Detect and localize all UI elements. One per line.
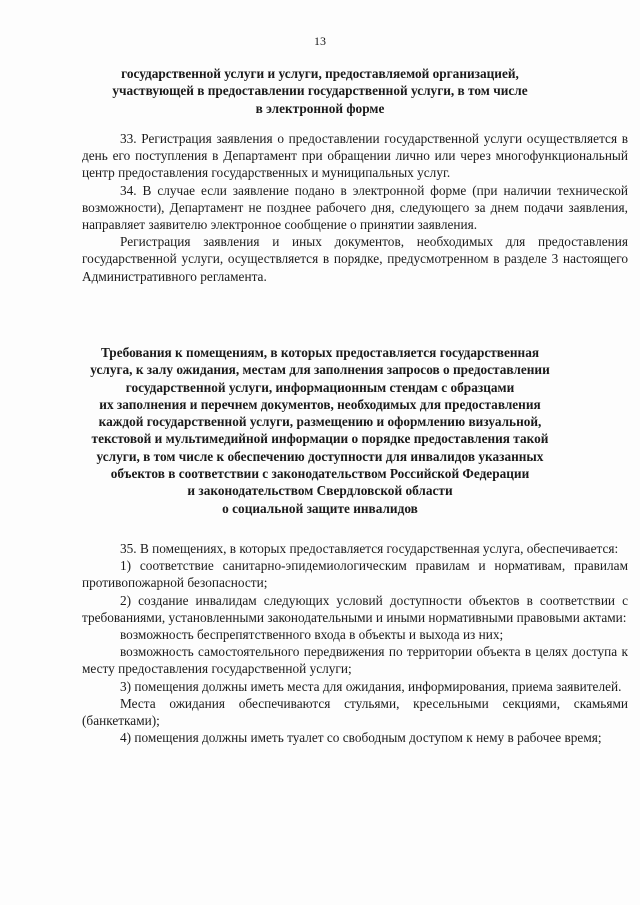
page-number: 13 [314,34,326,48]
paragraph-33: 33. Регистрация заявления о предоставлении государственной услуги осуществляется в день его поступления в Департамент при обращении лично или через многофункциональный центр предоставления государственных и муниципальных услуг. [82,131,628,181]
heading-line: в электронной форме [255,100,385,116]
paragraph-35-item-4: 4) помещения должны иметь туалет со свободным доступом к нему в рабочее время; [120,730,602,746]
heading-line: участвующей в предоставлении государственной услуги, в том числе [112,83,528,99]
premises-paragraphs [82,540,628,746]
heading-line: о социальной защите инвалидов [222,500,418,516]
heading-line: государственной услуги и услуги, предоставляемой организацией, [121,66,519,81]
heading-line: Требования к помещениям, в которых предоставляется государственная [100,345,540,360]
section-heading-premises [80,344,560,517]
registration-paragraphs [82,130,628,285]
heading-line: их заполнения и перечнем документов, необходимых для предоставления [99,396,541,412]
heading-line: государственной услуги, информационным стендам с образцами [125,379,515,395]
heading-line: каждой государственной услуги, размещению и оформлению визуальной, [98,414,542,430]
paragraph-registration-order: Регистрация заявления и иных документов, необходимых для предоставления государственной услуги, осуществляется в порядке, предусмотренном в разделе 3 настоящего Административного регламента. [82,234,628,284]
heading-line: услуги, в том числе к обеспечению доступности для инвалидов указанных [96,448,544,464]
paragraph-34: 34. В случае если заявление подано в электронной форме (при наличии технической возможности), Департамент не позднее рабочего дня, следующего за днем подачи заявления, направляет заявителю электронное сообщение о принятии заявления. [82,182,628,233]
paragraph-waiting-places: Места ожидания обеспечиваются стульями, кресельными секциями, скамьями (банкетками); [82,695,628,729]
heading-line: и законодательством Свердловской области [187,483,453,499]
paragraph-35-item-3: 3) помещения должны иметь места для ожидания, информирования, приема заявителей. [120,678,622,694]
paragraph-35: 35. В помещениях, в которых предоставляется государственная услуга, обеспечивается: [120,541,619,556]
paragraph-movement-access: возможность самостоятельного передвижения по территории объекта в целях доступа к месту предоставления государственной услуги; [82,644,628,677]
heading-line: текстовой и мультимедийной информации о порядке предоставления такой [91,431,549,447]
heading-line: услуга, к залу ожидания, местам для заполнения запросов о предоставлении [90,362,550,378]
paragraph-35-item-2: 2) создание инвалидам следующих условий доступности объектов в соответствии с требованиями, установленными законодательными и иными нормативными правовыми актами: [82,592,628,625]
paragraph-35-item-1: 1) соответствие санитарно-эпидемиологическим правилам и нормативам, правилам противопожарной безопасности; [82,558,628,591]
heading-line: объектов в соответствии с законодательством Российской Федерации [110,466,530,482]
section-heading-continued [80,65,560,117]
paragraph-entry-access: возможность беспрепятственного входа в объекты и выхода из них; [120,627,504,643]
